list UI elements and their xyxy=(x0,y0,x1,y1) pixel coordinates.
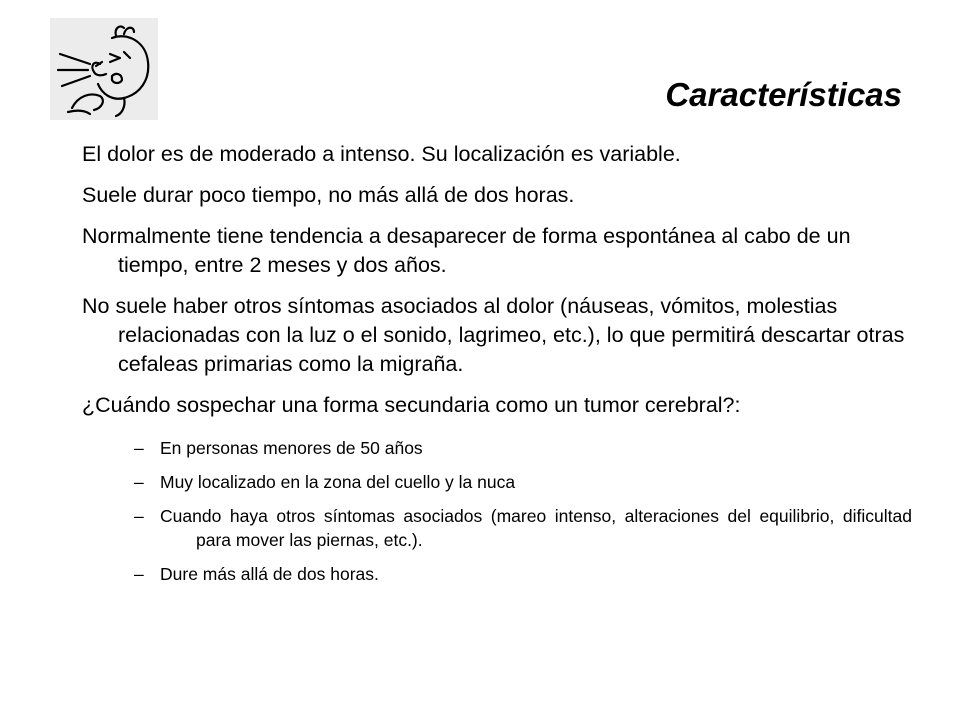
criteria-text: Muy localizado en la zona del cuello y la nuca xyxy=(160,472,516,492)
criteria-item: – Dure más allá de dos horas. xyxy=(134,564,379,584)
paragraph-pain-intensity: El dolor es de moderado a intenso. Su localización es variable. xyxy=(82,142,681,166)
criteria-item: – Muy localizado en la zona del cuello y la nuca xyxy=(134,472,516,492)
question-text: ¿Cuándo sospechar una forma secundaria como un tumor cerebral?: xyxy=(82,393,741,417)
content-list xyxy=(82,140,912,598)
criteria-text: En personas menores de 50 años xyxy=(160,438,423,458)
criteria-item: – En personas menores de 50 años xyxy=(134,438,423,458)
criteria-list xyxy=(118,436,912,586)
paragraph-symptoms: No suele haber otros síntomas asociados al dolor (náuseas, vómitos, molestias relacionadas con la luz o el sonido, lagrimeo, etc.), lo que permitirá descartar otras cefaleas primarias como la migraña. xyxy=(82,294,905,376)
paragraph-suspicion-question xyxy=(82,391,912,586)
paragraph-tendency: Normalmente tiene tendencia a desaparecer de forma espontánea al cabo de un tiempo, entre 2 meses y dos años. xyxy=(82,224,851,277)
criteria-item: – Cuando haya otros síntomas asociados (mareo intenso, alteraciones del equilibrio, dificultad para mover las piernas, etc.). xyxy=(134,506,912,550)
headache-clipart xyxy=(50,18,158,120)
headache-face-icon xyxy=(50,18,158,120)
criteria-text: Dure más allá de dos horas. xyxy=(160,564,379,584)
paragraph-duration: Suele durar poco tiempo, no más allá de dos horas. xyxy=(82,183,575,207)
slide-title: Características xyxy=(665,76,902,113)
criteria-text: Cuando haya otros síntomas asociados (mareo intenso, alteraciones del equilibrio, dificultad para mover las piernas, etc.). xyxy=(160,506,912,550)
